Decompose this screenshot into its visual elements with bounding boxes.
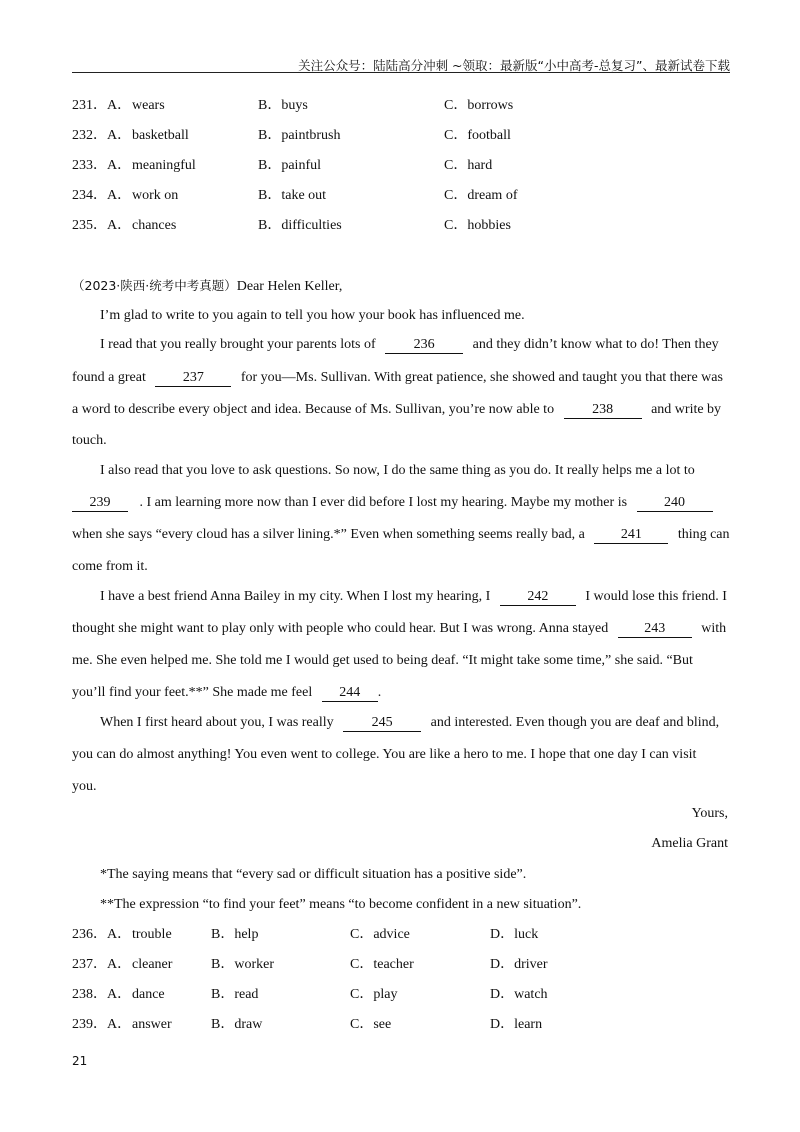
paragraph-2-line-1: I read that you really brought your parents lots of 236 and they didn’t know what to do! Then they xyxy=(100,337,719,352)
option-b: B．worker xyxy=(211,957,274,972)
paragraph-4-line-4: you’ll find your feet.**” She made me feel 244 . xyxy=(72,685,382,700)
option-c: C．football xyxy=(444,128,511,143)
paragraph-3-line-2: 239 . I am learning more now than I ever did before I lost my hearing. Maybe my mother is 240 xyxy=(72,493,728,513)
option-d: D．driver xyxy=(490,957,548,972)
paragraph-5-line-1: When I first heard about you, I was really 245 and interested. Even though you are deaf and blind, xyxy=(100,715,720,730)
paragraph-5-line-2: you can do almost anything! You even went to college. You are like a hero to me. I hope that one day I can visit xyxy=(72,747,697,762)
option-a: cleaner xyxy=(132,957,173,972)
option-b: B．help xyxy=(211,927,259,942)
option-c: C．teacher xyxy=(350,957,414,972)
option-b: B．draw xyxy=(211,1017,263,1032)
option-d: D．learn xyxy=(490,1017,543,1032)
option-c: C．see xyxy=(350,1017,392,1032)
letter-signature: Amelia Grant xyxy=(651,836,728,851)
page-number: 21 xyxy=(72,1054,88,1068)
option-a: chances xyxy=(132,218,177,233)
source-label: （2023·陕西·统考中考真题） xyxy=(72,278,237,293)
option-a: trouble xyxy=(132,927,172,942)
blank-245: 245 xyxy=(343,715,421,732)
paragraph-3-line-4: come from it. xyxy=(72,559,148,574)
blank-238: 238 xyxy=(564,402,642,419)
paragraph-4-line-2: thought she might want to play only with people who could hear. But I was wrong. Anna stayed 243 with xyxy=(72,621,727,636)
blank-240: 240 xyxy=(637,495,713,512)
option-c: C．advice xyxy=(350,927,410,942)
question-number: 239．A． xyxy=(72,1017,132,1032)
paragraph-1: I’m glad to write to you again to tell you how your book has influenced me. xyxy=(100,308,525,323)
blank-243: 243 xyxy=(618,621,692,638)
question-number: 235．A． xyxy=(72,218,132,233)
question-number: 236．A． xyxy=(72,927,132,942)
option-a: answer xyxy=(132,1017,172,1032)
option-c: C．hobbies xyxy=(444,218,511,233)
blank-242: 242 xyxy=(500,589,576,606)
blank-237: 237 xyxy=(155,370,231,387)
paragraph-3-line-3: when she says “every cloud has a silver lining.*” Even when something seems really bad, a 241 thing can xyxy=(72,527,730,542)
page-header: 关注公众号：陆陆高分冲刺 ~领取：最新版“小中高考-总复习”、最新试卷下载 xyxy=(298,58,730,73)
option-a: wears xyxy=(132,98,165,113)
option-c: C．dream of xyxy=(444,188,518,203)
blank-241: 241 xyxy=(594,527,668,544)
paragraph-4-line-1: I have a best friend Anna Bailey in my city. When I lost my hearing, I 242 I would lose this friend. I xyxy=(100,589,727,604)
letter-closing: Yours, xyxy=(691,806,728,821)
greeting: Dear Helen Keller, xyxy=(236,279,343,294)
option-b: B．paintbrush xyxy=(258,128,341,143)
paragraph-4-line-3: me. She even helped me. She told me I would get used to being deaf. “It might take some time,” she said. “But xyxy=(72,653,693,668)
question-number: 234．A． xyxy=(72,188,132,203)
question-number: 238．A． xyxy=(72,987,132,1002)
option-b: B．buys xyxy=(258,98,308,113)
paragraph-5-line-3: you. xyxy=(72,779,97,794)
header-divider xyxy=(72,72,730,73)
footnote-2: **The expression “to find your feet” means “to become confident in a new situation”. xyxy=(100,897,582,912)
option-a: meaningful xyxy=(132,158,196,173)
option-b: B．read xyxy=(211,987,259,1002)
option-c: C．hard xyxy=(444,158,493,173)
option-d: D．luck xyxy=(490,927,539,942)
blank-236: 236 xyxy=(385,337,463,354)
option-b: B．take out xyxy=(258,188,327,203)
footnote-1: *The saying means that “every sad or difficult situation has a positive side”. xyxy=(100,867,527,882)
option-d: D．watch xyxy=(490,987,548,1002)
paragraph-2-line-2: found a great 237 for you—Ms. Sullivan. With great patience, she showed and taught you that there was xyxy=(72,370,723,385)
blank-244: 244 xyxy=(322,685,378,702)
paragraph-2-line-4: touch. xyxy=(72,433,107,448)
question-number: 232．A． xyxy=(72,128,132,143)
option-a: dance xyxy=(132,987,165,1002)
option-a: basketball xyxy=(132,128,189,143)
option-b: B．difficulties xyxy=(258,218,342,233)
blank-239: 239 xyxy=(72,495,128,512)
option-a: work on xyxy=(132,188,179,203)
option-c: C．borrows xyxy=(444,98,514,113)
option-c: C．play xyxy=(350,987,398,1002)
question-number: 233．A． xyxy=(72,158,132,173)
question-number: 237．A． xyxy=(72,957,132,972)
paragraph-2-line-3: a word to describe every object and idea. Because of Ms. Sullivan, you’re now able to 238 and write by xyxy=(72,402,722,417)
question-number: 231．A． xyxy=(72,98,132,113)
passage-heading xyxy=(72,276,728,297)
paragraph-3-line-1: I also read that you love to ask questions. So now, I do the same thing as you do. It really helps me a lot to xyxy=(100,463,695,478)
option-b: B．painful xyxy=(258,158,321,173)
